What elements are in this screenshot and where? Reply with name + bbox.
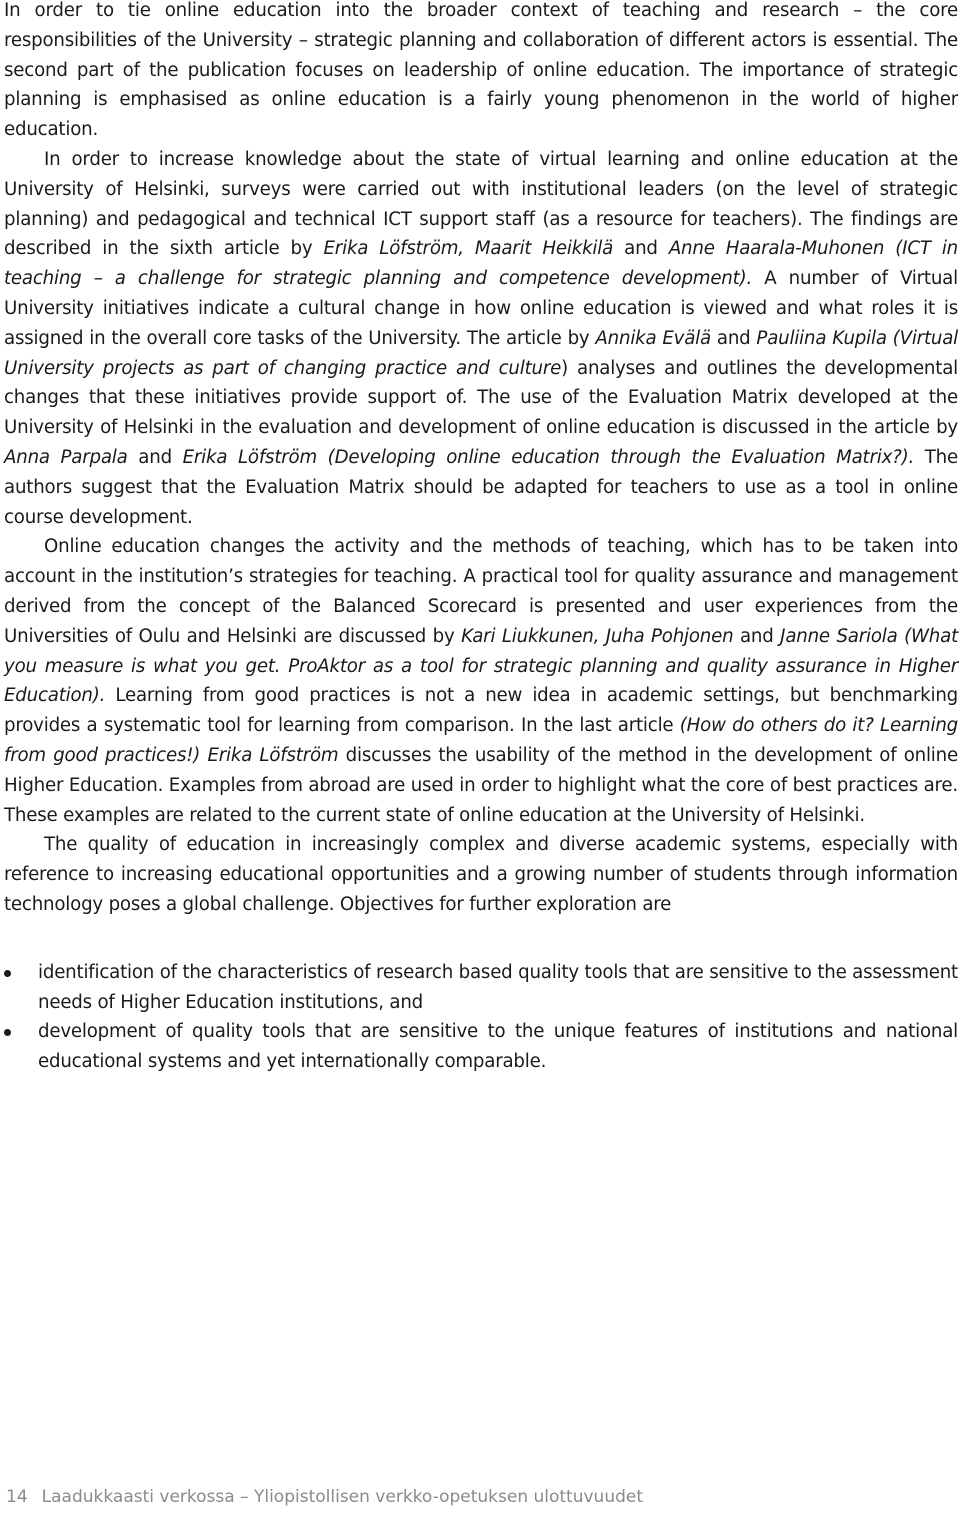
italic-run: Pauliina Kupila (Virtual University projects as part of changing practice and culture	[4, 327, 959, 379]
bullet-icon	[4, 970, 11, 977]
running-title: Laadukkaasti verkossa – Yliopistollisen verkko-opetuksen ulottuvuudet	[41, 1487, 644, 1507]
text-run: Online education changes the activity and the methods of teaching, which has to be taken into account in the institution’s strategies for teaching. A practical tool for quality assurance and management derived from the concept of the Balanced Scorecard is presented and user experiences from the Universities of Oulu and Helsinki are discussed by	[4, 536, 958, 647]
paragraph-1	[4, 0, 958, 145]
text-run: and	[733, 625, 781, 647]
italic-run: Anne Haarala-Muhonen (ICT in teaching – a challenge for strategic planning and competence development).	[4, 238, 958, 290]
italic-run: Erika Löfström (Developing online education through the Evaluation Matrix?).	[182, 446, 915, 468]
text-run: In order to increase knowledge about the state of virtual learning and online education at the University of Helsinki, surveys were carried out with institutional leaders (on the level of strategic planning) and pedagogical and technical ICT support staff (as a resource for teachers). The findings are described in the sixth article by	[4, 148, 958, 260]
italic-run: Annika Evälä	[595, 327, 711, 349]
page-number: 14	[6, 1487, 28, 1507]
paragraph-3	[4, 532, 958, 830]
italic-run: Kari Liukkunen, Juha Pohjonen	[461, 625, 734, 647]
text-run: The quality of education in increasingly complex and diverse academic systems, especially with reference to increasing educational opportunities and a growing number of students through information technology poses a global challenge. Objectives for further exploration are	[4, 834, 958, 915]
list-item-text: development of quality tools that are sensitive to the unique features of institutions and national educational systems and yet internationally comparable.	[38, 1021, 958, 1073]
text-run: Learning from good practices is not a new idea in academic settings, but benchmarking provides a systematic tool for learning from comparison. In the last article	[4, 685, 958, 737]
list-item	[4, 958, 958, 1018]
page-footer	[6, 1486, 643, 1508]
italic-run: (How do others do it? Learning from good practices!) Erika Löfström	[4, 715, 959, 766]
bullet-icon	[4, 1029, 11, 1036]
italic-run: Anna Parpala	[4, 446, 128, 468]
italic-run: Janne Sariola (What you measure is what you get. ProAktor as a tool for strategic planning and quality assurance in Higher Education).	[4, 625, 959, 707]
text-run: A number of Virtual University initiatives indicate a cultural change in how online education is viewed and what roles it is assigned in the overall core tasks of the University. The article by	[4, 268, 958, 349]
text-run: ) analyses and outlines the developmental changes that these initiatives provide support of. The use of the Evaluation Matrix developed at the University of Helsinki in the evaluation and development of online education is discussed in the article by	[4, 357, 958, 439]
text-run: and	[710, 327, 757, 349]
paragraph-4	[4, 830, 958, 919]
objectives-list	[4, 958, 958, 1077]
body-text	[4, 0, 958, 1077]
paragraph-2	[4, 145, 958, 532]
list-item	[4, 1017, 958, 1077]
text-run: discusses the usability of the method in the development of online Higher Education. Examples from abroad are used in order to highlight what the core of best practices are. These examples are related to the current state of online education at the University of Helsinki.	[4, 744, 958, 826]
text-run: In order to tie online education into the broader context of teaching and research – the core responsibilities of the University – strategic planning and collaboration of different actors is essential. The second part of the publication focuses on leadership of online education. The importance of strategic planning is emphasised as online education is a fairly young phenomenon in the world of higher education.	[4, 0, 958, 141]
text-run: The authors suggest that the Evaluation Matrix should be adapted for teachers to use as a tool in online course development.	[4, 446, 958, 528]
italic-run: Erika Löfström, Maarit Heikkilä	[323, 238, 614, 260]
text-run: and	[127, 446, 183, 468]
list-item-text: identification of the characteristics of research based quality tools that are sensitive to the assessment needs of Higher Education institutions, and	[38, 961, 958, 1013]
text-run: and	[613, 238, 669, 260]
